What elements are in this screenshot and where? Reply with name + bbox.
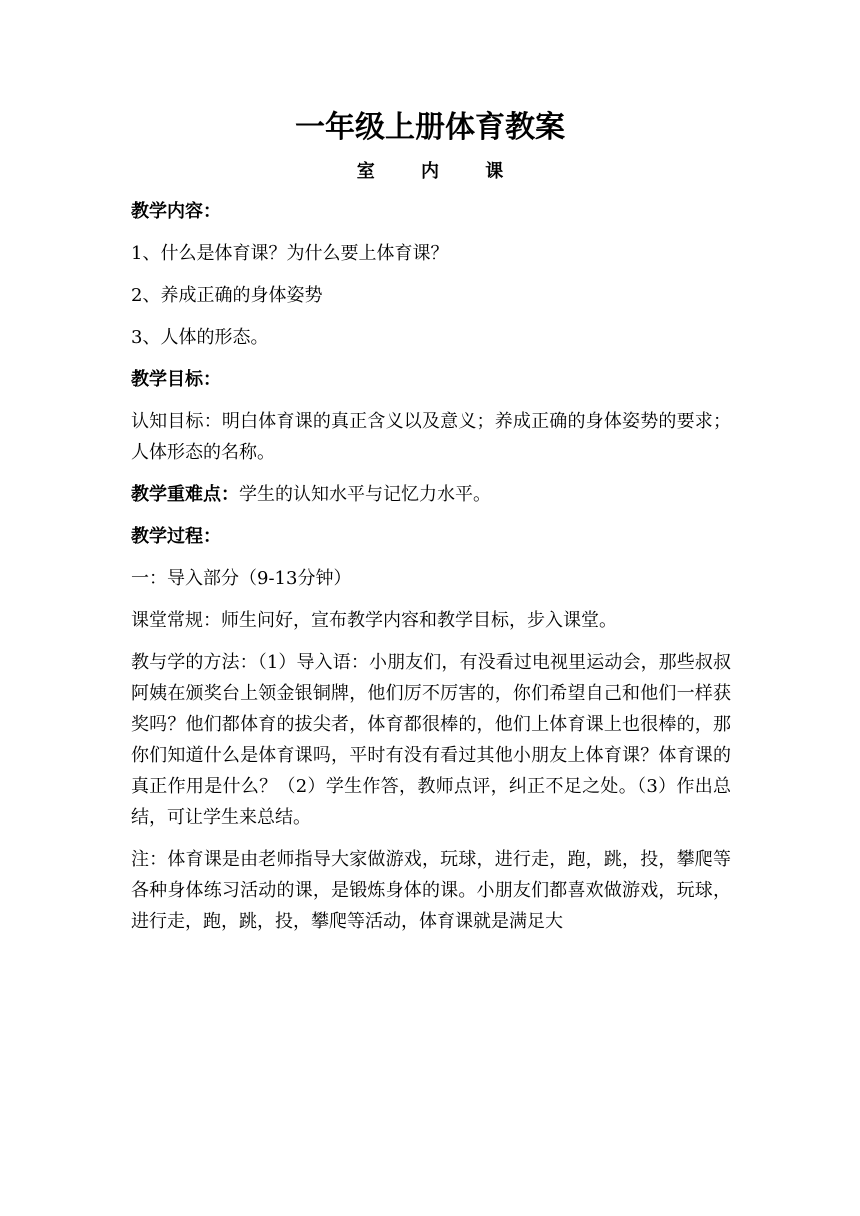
content-item-3: 3、人体的形态。 <box>131 327 269 348</box>
section-heading-content: 教学内容： <box>131 201 221 222</box>
process-section-1: 一：导入部分（9-13分钟） <box>131 568 352 589</box>
difficulty-text: 学生的认知水平与记忆力水平。 <box>239 484 491 505</box>
class-routine-paragraph: 课堂常规：师生问好，宣布教学内容和教学目标，步入课堂。 <box>131 610 617 631</box>
section-heading-process: 教学过程： <box>131 526 221 547</box>
document-subtitle: 室 内 课 <box>356 161 524 182</box>
document-body <box>131 196 731 937</box>
document-title: 一年级上册体育教案 <box>295 110 565 145</box>
note-paragraph: 注：体育课是由老师指导大家做游戏，玩球，进行走，跑，跳，投，攀爬等各种身体练习活动的课，是锻炼身体的课。小朋友们都喜欢做游戏，玩球，进行走，跑，跳，投，攀爬等活动，体育课就是满足大 <box>131 849 731 932</box>
goals-paragraph: 认知目标：明白体育课的真正含义以及意义；养成正确的身体姿势的要求；人体形态的名称。 <box>131 411 731 463</box>
section-heading-goals: 教学目标： <box>131 369 221 390</box>
method-paragraph: 教与学的方法：（1）导入语：小朋友们，有没看过电视里运动会，那些叔叔阿姨在颁奖台上领金银铜牌，他们厉不厉害的，你们希望自己和他们一样获奖吗？他们都体育的拔尖者，体育都很棒的，他们上体育课上也很棒的，那你们知道什么是体育课吗，平时有没有看过其他小朋友上体育课？体育课的真正作用是什么？（2）学生作答，教师点评，纠正不足之处。（3）作出总结，可让学生来总结。 <box>131 652 731 828</box>
difficulty-label: 教学重难点： <box>131 484 239 505</box>
content-item-2: 2、养成正确的身体姿势 <box>131 285 323 306</box>
content-item-1: 1、什么是体育课？为什么要上体育课？ <box>131 243 449 264</box>
difficulty-paragraph <box>131 479 731 510</box>
